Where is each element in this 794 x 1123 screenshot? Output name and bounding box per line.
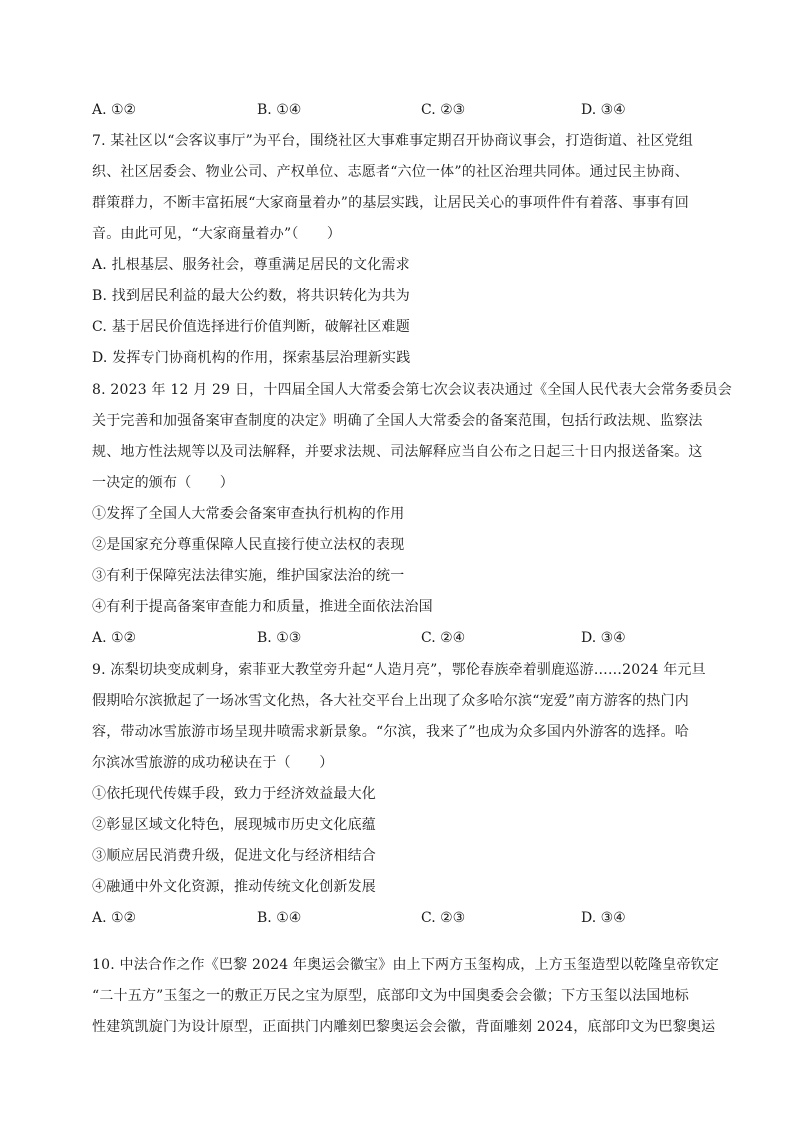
q6-option-b[interactable]: B. ①④ [257,102,302,118]
q7-stem-line: 音。由此可见，“大家商量着办”（ ） [92,226,342,242]
q9-options [92,903,712,934]
q8-option-c[interactable]: C. ②④ [421,630,466,646]
q7-option-a[interactable]: A. 扎根基层、服务社会，尊重满足居民的文化需求 [92,257,410,273]
q8-stem-line: 一决定的颁布（ ） [92,475,234,491]
q8-statement-4: ④有利于提高备案审查能力和质量，推进全面依法治国 [92,599,433,615]
q9-statement-1: ①依托现代传媒手段，致力于经济效益最大化 [92,786,376,802]
q9-statement-3: ③顺应居民消费升级，促进文化与经济相结合 [92,848,376,864]
q9-option-a[interactable]: A. ①② [92,910,137,926]
q9-statement-2: ②彰显区域文化特色，展现城市历史文化底蕴 [92,817,376,833]
q9-stem-line: 假期哈尔滨掀起了一场冰雪文化热，各大社交平台上出现了众多哈尔滨“宠爱”南方游客的热门内 [92,693,689,709]
q9-stem-line: 容，带动冰雪旅游市场呈现井喷需求新景象。“尔滨，我来了”也成为众多国内外游客的选择。哈 [92,724,689,740]
q6-options [92,95,712,126]
q7-stem-line: 群策群力，不断丰富拓展“大家商量着办”的基层实践，让居民关心的事项件件有着落、事事有回 [92,195,689,211]
q9-stem-line: 尔滨冰雪旅游的成功秘诀在于（ ） [92,755,334,771]
q10-stem-line: 性建筑凯旋门为设计原型，正面拱门内雕刻巴黎奥运会会徽，背面雕刻 2024，底部印文为巴黎奥运 [92,1019,716,1035]
q8-stem-line: 8. 2023 年 12 月 29 日，十四届全国人大常委会第七次会议表决通过《全国人民代表大会常务委员会 [92,382,732,398]
question-7 [92,126,704,374]
q9-option-d[interactable]: D. ③④ [581,910,626,926]
q8-stem-line: 关于完善和加强备案审查制度的决定》明确了全国人大常委会的备案范围，包括行政法规、监察法 [92,413,703,429]
q8-statement-2: ②是国家充分尊重保障人民直接行使立法权的表现 [92,537,405,553]
question-9 [92,655,704,903]
q6-option-d[interactable]: D. ③④ [581,102,626,118]
q8-options [92,623,712,654]
q8-option-d[interactable]: D. ③④ [581,630,626,646]
q7-option-b[interactable]: B. 找到居民利益的最大公约数，将共识转化为共为 [92,288,410,304]
q8-option-b[interactable]: B. ①③ [257,630,302,646]
q6-option-a[interactable]: A. ①② [92,102,137,118]
q6-option-c[interactable]: C. ②③ [421,102,466,118]
q8-option-a[interactable]: A. ①② [92,630,137,646]
q8-statement-3: ③有利于保障宪法法律实施，维护国家法治的统一 [92,568,405,584]
q9-stem-line: 9. 冻梨切块变成刺身，索菲亚大教堂旁升起“人造月亮”，鄂伦春族牵着驯鹿巡游……2024 年元旦 [92,662,706,678]
question-10 [92,950,720,1043]
q7-option-d[interactable]: D. 发挥专门协商机构的作用，探索基层治理新实践 [92,350,411,366]
q9-option-c[interactable]: C. ②③ [421,910,466,926]
q7-stem-line: 7. 某社区以“会客议事厅”为平台，围绕社区大事难事定期召开协商议事会，打造街道、社区党组 [92,133,694,149]
q7-option-c[interactable]: C. 基于居民价值选择进行价值判断，破解社区难题 [92,319,410,335]
q8-stem-line: 规、地方性法规等以及司法解释，并要求法规、司法解释应当自公布之日起三十日内报送备案。这 [92,444,703,460]
q8-statement-1: ①发挥了全国人大常委会备案审查执行机构的作用 [92,506,405,522]
q9-statement-4: ④融通中外文化资源，推动传统文化创新发展 [92,879,376,895]
q9-option-b[interactable]: B. ①④ [257,910,302,926]
question-8 [92,375,732,623]
q10-stem-line: “二十五方”玉玺之一的敷正万民之宝为原型，底部印文为中国奥委会会徽；下方玉玺以法国地标 [92,988,689,1004]
q10-stem-line: 10. 中法合作之作《巴黎 2024 年奥运会徽宝》由上下两方玉玺构成，上方玉玺造型以乾隆皇帝钦定 [92,957,720,973]
q7-stem-line: 织、社区居委会、物业公司、产权单位、志愿者“六位一体”的社区治理共同体。通过民主协商、 [92,164,689,180]
